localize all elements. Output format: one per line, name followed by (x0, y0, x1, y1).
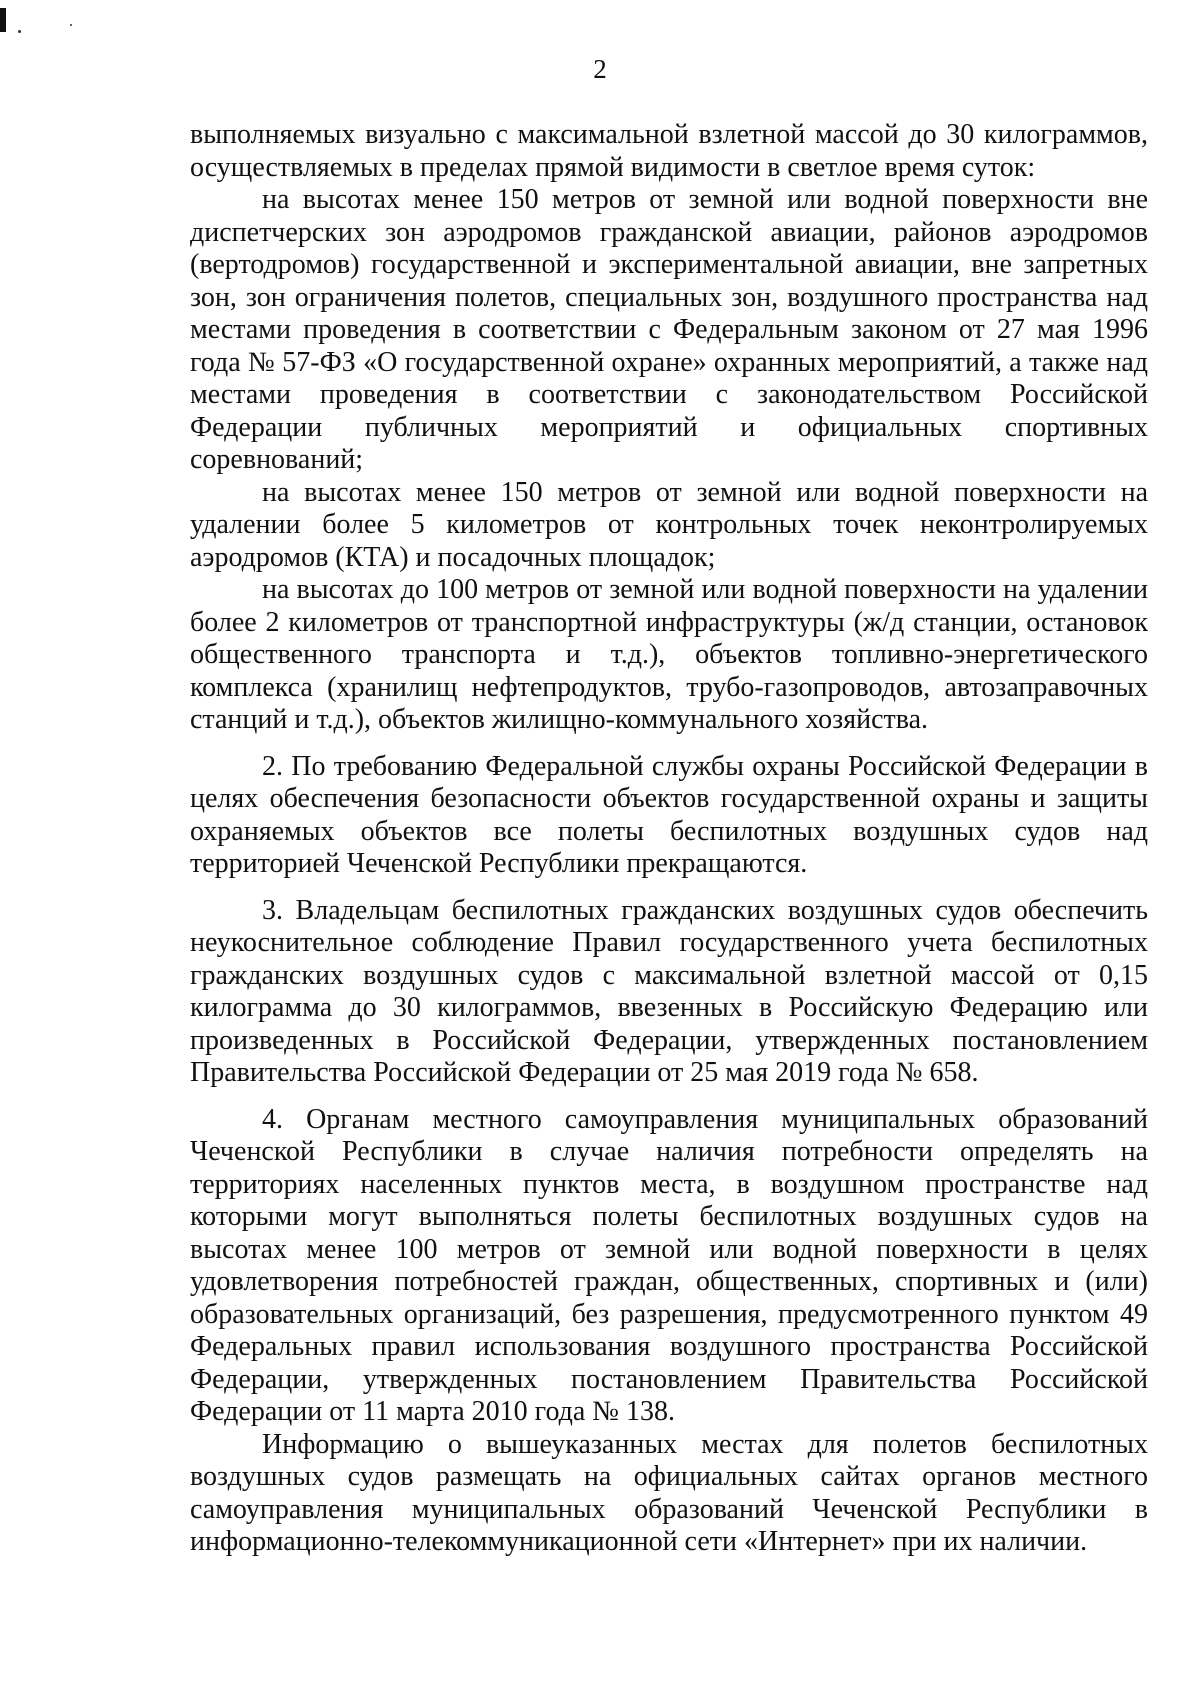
paragraph-item-2: 2. По требованию Федеральной службы охраны Российской Федерации в целях обеспечения безопасности объектов государственной охраны и защиты охраняемых объектов все полеты беспилотных воздушных судов над территорией Чеченской Республики прекращаются. (190, 750, 1148, 879)
scan-dust-dot (18, 30, 21, 33)
document-body (190, 119, 1148, 1559)
scan-dust-dot (70, 24, 72, 26)
scan-edge-mark (0, 8, 6, 32)
paragraph-altitude-150-zones: на высотах менее 150 метров от земной или водной поверхности вне диспетчерских зон аэродромов гражданской авиации, районов аэродромов (вертодромов) государственной и экспериментальной авиации, вне запретных зон, зон ограничения полетов, специальных зон, воздушного пространства над местами проведения в соответствии с Федеральным законом от 27 мая 1996 года № 57-ФЗ «О государственной охране» охранных мероприятий, а также над местами проведения в соответствии с законодательством Российской Федерации публичных мероприятий и официальных спортивных соревнований; (190, 184, 1148, 475)
paragraph-item-3: 3. Владельцам беспилотных гражданских воздушных судов обеспечить неукоснительное соблюдение Правил государственного учета беспилотных гражданских воздушных судов с максимальной взлетной массой от 0,15 килограмма до 30 килограммов, ввезенных в Российскую Федерацию или произведенных в Российской Федерации, утвержденных постановлением Правительства Российской Федерации от 25 мая 2019 года № 658. (190, 894, 1148, 1088)
paragraph-information-placement: Информацию о вышеуказанных местах для полетов беспилотных воздушных судов размещать на официальных сайтах органов местного самоуправления муниципальных образований Чеченской Республики в информационно-телекоммуникационной сети «Интернет» при их наличии. (190, 1428, 1148, 1557)
paragraph-item-4: 4. Органам местного самоуправления муниципальных образований Чеченской Республики в случае наличия потребности определять на территориях населенных пунктов места, в воздушном пространстве над которыми могут выполняться полеты беспилотных воздушных судов на высотах менее 100 метров от земной или водной поверхности в целях удовлетворения потребностей граждан, общественных, спортивных и (или) образовательных организаций, без разрешения, предусмотренного пунктом 49 Федеральных правил использования воздушного пространства Российской Федерации, утвержденных постановлением Правительства Российской Федерации от 11 марта 2010 года № 138. (190, 1103, 1148, 1427)
paragraph-altitude-150-kta: на высотах менее 150 метров от земной или водной поверхности на удалении более 5 километров от контрольных точек неконтролируемых аэродромов (КТА) и посадочных площадок; (190, 476, 1148, 573)
paragraph-continuation: выполняемых визуально с максимальной взлетной массой до 30 килограммов, осуществляемых в пределах прямой видимости в светлое время суток: (190, 119, 1148, 183)
paragraph-altitude-100-infrastructure: на высотах до 100 метров от земной или водной поверхности на удалении более 2 километров от транспортной инфраструктуры (ж/д станции, остановок общественного транспорта и т.д.), объектов топливно-энергетического комплекса (хранилищ нефтепродуктов, трубо-газопроводов, автозаправочных станций и т.д.), объектов жилищно-коммунального хозяйства. (190, 574, 1148, 735)
page-number: 2 (593, 54, 607, 84)
